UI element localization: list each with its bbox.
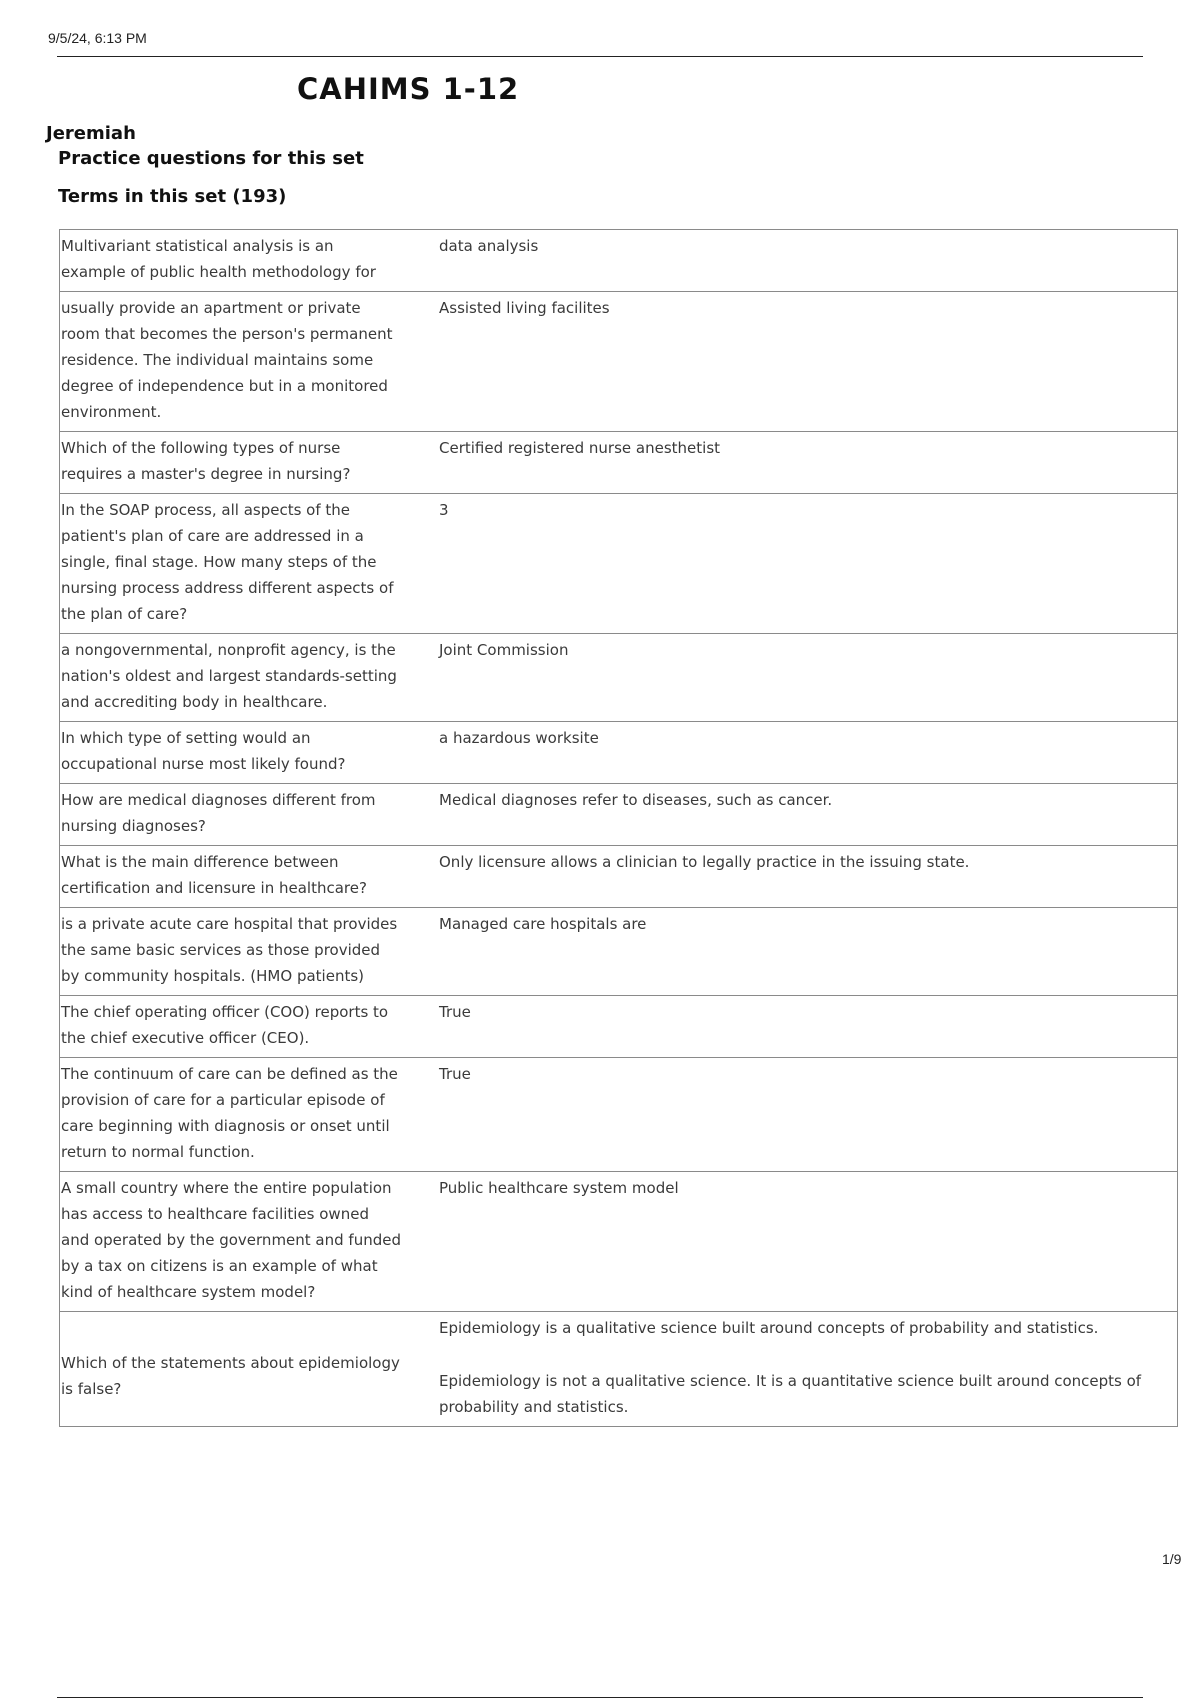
term-question: a nongovernmental, nonprofit agency, is the nation's oldest and largest standards-setting and accrediting body in healthcare. [60,634,410,722]
term-row [60,432,1178,494]
term-question: How are medical diagnoses different from nursing diagnoses? [60,784,410,846]
term-row [60,1312,1178,1427]
term-answer: True [409,996,1178,1058]
term-row [60,784,1178,846]
term-question: The continuum of care can be defined as the provision of care for a particular episode of care beginning with diagnosis or onset until return to normal function. [60,1058,410,1172]
answer-spacer [439,1341,1169,1368]
term-answer: Public healthcare system model [409,1172,1178,1312]
term-row [60,1058,1178,1172]
term-row [60,230,1178,292]
term-answer-text: Epidemiology is a qualitative science built around concepts of probability and statistics. [439,1319,1099,1337]
term-question: Multivariant statistical analysis is an example of public health methodology for [60,230,410,292]
term-row [60,634,1178,722]
term-answer: Managed care hospitals are [409,908,1178,996]
term-answer: data analysis [409,230,1178,292]
term-question: is a private acute care hospital that provides the same basic services as those provided by community hospitals. (HMO patients) [60,908,410,996]
term-answer: Medical diagnoses refer to diseases, such as cancer. [409,784,1178,846]
terms-heading: Terms in this set (193) [58,186,287,207]
term-question: What is the main difference between certification and licensure in healthcare? [60,846,410,908]
term-question: In which type of setting would an occupational nurse most likely found? [60,722,410,784]
term-answer: True [409,1058,1178,1172]
term-answer-note: Epidemiology is not a qualitative science. It is a quantitative science built around concepts of probability and statistics. [439,1372,1142,1416]
term-question: In the SOAP process, all aspects of the patient's plan of care are addressed in a single, final stage. How many steps of the nursing process address different aspects of the plan of care? [60,494,410,634]
print-timestamp: 9/5/24, 6:13 PM [48,30,147,46]
term-row [60,292,1178,432]
term-answer [409,1312,1178,1427]
term-answer: Assisted living facilites [409,292,1178,432]
term-answer: 3 [409,494,1178,634]
term-answer: Joint Commission [409,634,1178,722]
term-question: The chief operating officer (COO) reports to the chief executive officer (CEO). [60,996,410,1058]
terms-table [59,229,1178,1427]
term-row [60,722,1178,784]
term-row [60,846,1178,908]
term-question: A small country where the entire population has access to healthcare facilities owned and operated by the government and funded by a tax on citizens is an example of what kind of healthcare system model? [60,1172,410,1312]
term-question: usually provide an apartment or private room that becomes the person's permanent residence. The individual maintains some degree of independence but in a monitored environment. [60,292,410,432]
term-row [60,996,1178,1058]
term-row [60,494,1178,634]
term-answer: Only licensure allows a clinician to legally practice in the issuing state. [409,846,1178,908]
term-answer: a hazardous worksite [409,722,1178,784]
footer-divider [57,1697,1143,1698]
page-number: 1/9 [1162,1551,1182,1567]
set-title: CAHIMS 1-12 [297,72,520,106]
author-name[interactable]: Jeremiah [46,123,136,144]
term-question: Which of the statements about epidemiology is false? [60,1312,410,1427]
header-divider [57,56,1143,57]
term-answer: Certified registered nurse anesthetist [409,432,1178,494]
practice-questions-link[interactable]: Practice questions for this set [58,148,364,169]
term-row [60,1172,1178,1312]
term-row [60,908,1178,996]
term-question: Which of the following types of nurse requires a master's degree in nursing? [60,432,410,494]
